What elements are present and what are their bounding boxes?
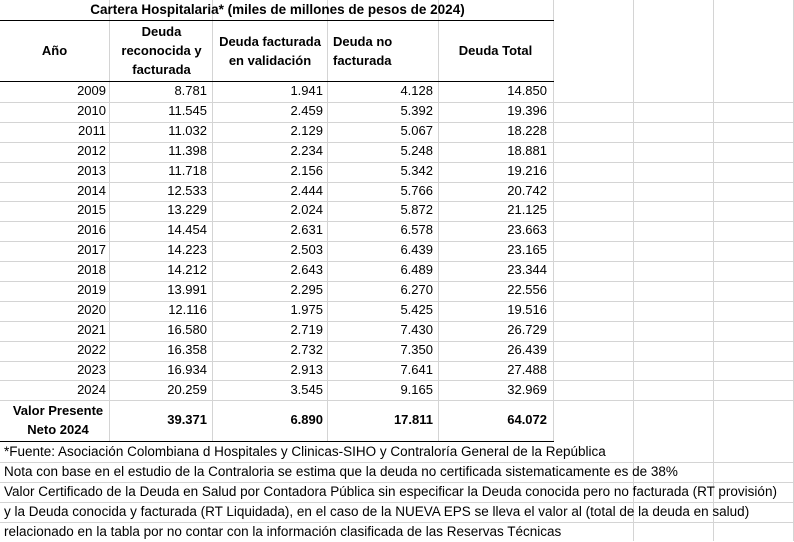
- cell-billed-validation: 2.234: [290, 142, 323, 158]
- cell-unbilled: 6.270: [400, 282, 433, 297]
- cell-unbilled: 5.425: [400, 301, 433, 317]
- cell-unbilled: 6.578: [400, 222, 433, 238]
- cell-billed-validation: 2.503: [290, 242, 323, 258]
- cell-total: 21.125: [507, 202, 547, 218]
- cell-unbilled: 5.392: [400, 102, 433, 118]
- cell-recognized: 11.718: [168, 162, 207, 178]
- cell-year: 2018: [77, 262, 106, 278]
- cell-unbilled: 9.165: [400, 381, 433, 397]
- cell-total: 19.216: [507, 162, 547, 178]
- total-total: 64.072: [507, 412, 547, 427]
- cell-total: 23.344: [507, 262, 547, 278]
- cell-billed-validation: 2.643: [290, 262, 323, 278]
- total-unbilled: 17.811: [393, 412, 433, 427]
- cell-year: 2021: [77, 321, 106, 337]
- cell-billed-validation: 2.719: [290, 321, 323, 337]
- cell-recognized: 14.223: [167, 242, 207, 258]
- cell-year: 2010: [77, 102, 106, 118]
- cell-recognized: 13.229: [167, 202, 207, 218]
- cell-total: 18.228: [507, 122, 547, 138]
- cell-year: 2019: [77, 282, 106, 297]
- cell-total: 27.488: [507, 361, 547, 377]
- cell-year: 2014: [77, 182, 106, 198]
- total-row-label: Valor Presente Neto 2024: [12, 403, 104, 437]
- cell-recognized: 16.580: [167, 321, 207, 337]
- cell-total: 19.516: [507, 301, 547, 317]
- cell-total: 19.396: [507, 102, 547, 118]
- cell-unbilled: 5.248: [400, 142, 433, 158]
- cell-unbilled: 6.439: [400, 242, 433, 258]
- cell-year: 2017: [77, 242, 106, 258]
- cell-unbilled: 7.430: [400, 321, 433, 337]
- header-year: Año: [41, 43, 68, 58]
- cell-year: 2023: [77, 361, 106, 377]
- header-unbilled-debt: Deuda no facturada: [333, 34, 393, 68]
- cell-billed-validation: 2.631: [290, 222, 323, 238]
- cell-total: 26.729: [507, 321, 547, 337]
- cell-year: 2024: [77, 381, 106, 397]
- cell-unbilled: 5.067: [400, 122, 433, 138]
- cell-year: 2011: [78, 122, 106, 138]
- cell-total: 23.663: [507, 222, 547, 238]
- cell-total: 32.969: [507, 381, 547, 397]
- cell-recognized: 8.781: [174, 83, 207, 98]
- cell-recognized: 14.212: [167, 262, 207, 278]
- note-source: *Fuente: Asociación Colombiana d Hospitales y Clinicas-SIHO y Contraloría General de la República: [4, 444, 606, 459]
- total-billed-validation: 6.890: [290, 412, 323, 427]
- cell-billed-validation: 2.156: [290, 162, 323, 178]
- cell-billed-validation: 2.295: [290, 282, 323, 297]
- cell-total: 14.850: [507, 83, 547, 98]
- cell-recognized: 11.398: [168, 142, 207, 158]
- cell-total: 18.881: [507, 142, 547, 158]
- table-title: Cartera Hospitalaria* (miles de millones de pesos de 2024): [90, 2, 465, 17]
- cell-total: 22.556: [507, 282, 547, 297]
- cell-total: 20.742: [507, 182, 547, 198]
- cell-billed-validation: 2.459: [290, 102, 323, 118]
- note-certified-3: relacionado en la tabla por no contar con la información clasificada de las Reservas Técnicas: [4, 524, 562, 539]
- cell-year: 2020: [77, 301, 106, 317]
- note-contraloria: Nota con base en el estudio de la Contraloria se estima que la deuda no certificada sistematicamente es de 38%: [4, 464, 678, 479]
- cell-unbilled: 4.128: [400, 83, 433, 98]
- cell-year: 2013: [77, 162, 106, 178]
- cell-billed-validation: 2.129: [290, 122, 323, 138]
- cell-recognized: 16.358: [167, 341, 207, 357]
- cell-recognized: 14.454: [167, 222, 207, 238]
- cell-billed-validation: 2.024: [290, 202, 323, 218]
- cell-billed-validation: 2.444: [290, 182, 323, 198]
- note-certified-1: Valor Certificado de la Deuda en Salud por Contadora Pública sin especificar la Deuda conocida pero no facturada (RT provisión): [4, 484, 777, 499]
- header-recognized-debt: Deuda reconocida y facturada: [121, 24, 202, 77]
- total-recognized: 39.371: [167, 412, 207, 427]
- cell-total: 23.165: [507, 242, 547, 258]
- cell-year: 2022: [77, 341, 106, 357]
- cell-unbilled: 5.872: [400, 202, 433, 218]
- cell-recognized: 12.533: [167, 182, 207, 198]
- cell-billed-validation: 1.975: [290, 301, 323, 317]
- cell-recognized: 13.991: [167, 282, 207, 297]
- cell-unbilled: 5.342: [400, 162, 433, 178]
- cell-recognized: 20.259: [167, 381, 207, 397]
- cell-recognized: 11.032: [168, 122, 207, 138]
- cell-recognized: 11.545: [168, 102, 207, 118]
- header-billed-validation: Deuda facturada en validación: [219, 34, 321, 68]
- note-certified-2: y la Deuda conocida y facturada (RT Liquidada), en el caso de la NUEVA EPS se lleva el valor al (total de la deuda en salud): [4, 504, 750, 519]
- cell-recognized: 12.116: [168, 301, 207, 317]
- cell-year: 2016: [77, 222, 106, 238]
- header-total-debt: Deuda Total: [458, 43, 533, 58]
- cell-billed-validation: 2.732: [290, 341, 323, 357]
- cell-billed-validation: 2.913: [290, 361, 323, 377]
- cell-year: 2012: [77, 142, 106, 158]
- cell-recognized: 16.934: [167, 361, 207, 377]
- cell-unbilled: 7.641: [400, 361, 433, 377]
- cell-billed-validation: 1.941: [290, 83, 323, 98]
- cell-billed-validation: 3.545: [290, 381, 323, 397]
- cell-total: 26.439: [507, 341, 547, 357]
- row-gridline: [0, 400, 794, 401]
- cell-unbilled: 5.766: [400, 182, 433, 198]
- cell-year: 2015: [77, 202, 106, 218]
- cell-unbilled: 6.489: [400, 262, 433, 278]
- cell-year: 2009: [77, 83, 106, 98]
- cell-unbilled: 7.350: [400, 341, 433, 357]
